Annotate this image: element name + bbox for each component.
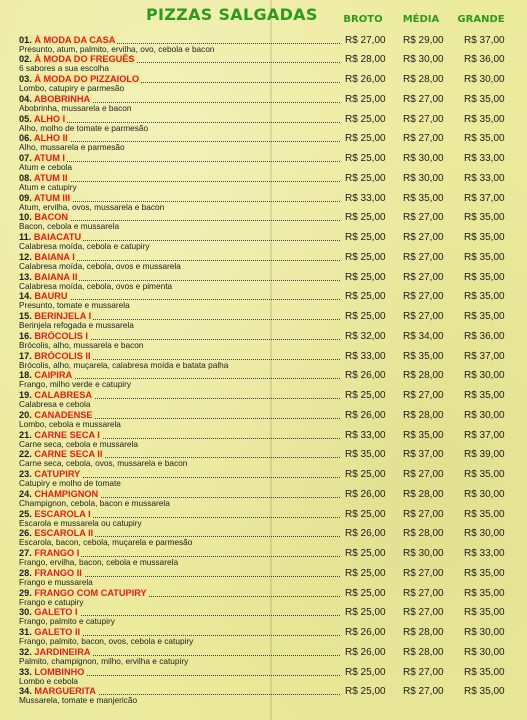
item-name: BRÓCOLIS I <box>34 330 88 341</box>
price-broto: R$ 33,00 <box>345 429 386 441</box>
menu-item <box>0 370 527 390</box>
item-number: 18. <box>19 370 32 381</box>
item-description: Brócolis, alho, mussarela e bacon <box>19 340 144 350</box>
pizza-menu-list <box>0 35 527 707</box>
menu-item <box>0 331 527 351</box>
price-grande: R$ 35,00 <box>464 607 505 619</box>
menu-item <box>0 35 527 55</box>
item-title <box>19 568 84 578</box>
item-description: Calabresa moída, cebola, ovos e mussarela <box>19 261 181 271</box>
price-media: R$ 35,00 <box>403 429 444 441</box>
price-media: R$ 27,00 <box>403 212 444 224</box>
item-title <box>19 370 74 380</box>
price-broto: R$ 33,00 <box>345 192 386 204</box>
price-grande: R$ 33,00 <box>464 548 505 559</box>
menu-item <box>0 311 527 331</box>
item-name: BAIANA I <box>34 251 75 262</box>
price-broto: R$ 32,00 <box>345 330 386 342</box>
item-number: 24. <box>19 488 32 499</box>
item-description: Atum, ervilha, ovos, mussarela e bacon <box>19 202 165 212</box>
item-number: 16. <box>19 330 32 341</box>
menu-item <box>0 193 527 213</box>
price-broto: R$ 25,00 <box>345 390 386 401</box>
price-grande: R$ 35,00 <box>464 212 505 224</box>
price-media: R$ 30,00 <box>403 548 444 559</box>
item-description: Atum e cebola <box>19 163 73 172</box>
item-number: 31. <box>19 627 32 637</box>
item-number: 11. <box>19 232 32 242</box>
price-media: R$ 28,00 <box>403 488 444 500</box>
item-title <box>19 449 104 459</box>
item-title <box>19 489 100 499</box>
item-number: 09. <box>19 192 32 203</box>
price-media: R$ 30,00 <box>403 54 444 66</box>
price-grande: R$ 30,00 <box>464 370 505 382</box>
item-description: Carne seca, cebola, ovos, mussarela e bacon <box>19 459 188 469</box>
item-description: Frango, ervilha, bacon, cebola e mussarela <box>19 558 179 567</box>
menu-item <box>0 133 527 153</box>
item-description: Frango, milho verde e catupiry <box>19 380 132 390</box>
price-grande: R$ 33,00 <box>464 172 505 184</box>
item-name: BAIANA II <box>34 271 78 282</box>
item-title <box>19 588 149 598</box>
price-media: R$ 28,00 <box>403 74 444 85</box>
item-title <box>19 410 95 420</box>
item-title <box>19 627 82 637</box>
item-name: CALABRESA <box>34 390 93 400</box>
item-title <box>19 430 102 440</box>
item-title <box>19 35 117 45</box>
item-name: ATUM III <box>34 192 71 203</box>
item-number: 04. <box>19 93 32 104</box>
item-title <box>19 548 81 558</box>
price-broto: R$ 25,00 <box>345 587 386 599</box>
price-media: R$ 27,00 <box>403 133 444 145</box>
item-description: Abobrinha, mussarela e bacon <box>19 103 132 113</box>
price-broto: R$ 25,00 <box>345 291 386 303</box>
item-number: 32. <box>19 646 32 657</box>
item-number: 17. <box>19 350 32 361</box>
item-name: GALETO I <box>34 607 78 618</box>
price-grande: R$ 30,00 <box>464 646 505 658</box>
price-media: R$ 27,00 <box>403 311 444 322</box>
item-description: Calabresa moída, cebola e catupiry <box>19 242 150 251</box>
item-name: ATUM II <box>34 172 68 183</box>
item-name: ALHO II <box>34 133 68 144</box>
column-header-grande: GRANDE <box>457 14 505 25</box>
item-description: Frango e catupiry <box>19 597 84 607</box>
item-name: BAURU <box>34 291 68 302</box>
item-title <box>19 528 95 538</box>
item-number: 20. <box>19 409 32 420</box>
menu-item <box>0 528 527 548</box>
item-description: Carne seca, cebola e mussarela <box>19 439 138 449</box>
leader-dots <box>19 161 340 162</box>
item-name: FRANGO II <box>34 567 82 578</box>
item-name: BERINJELA I <box>34 311 92 321</box>
item-name: CATUPIRY <box>34 469 81 479</box>
price-media: R$ 27,00 <box>403 390 444 401</box>
menu-item <box>0 351 527 371</box>
item-description: Lombo, catupiry e parmesão <box>19 84 125 93</box>
menu-item <box>0 627 527 647</box>
menu-item <box>0 686 527 706</box>
price-broto: R$ 25,00 <box>345 232 386 243</box>
item-title <box>19 232 83 242</box>
item-name: À MODA DO PIZZAIOLO <box>34 74 140 84</box>
item-description: Escarola, bacon, cebola, muçarela e parmesão <box>19 538 193 548</box>
price-grande: R$ 35,00 <box>464 508 505 520</box>
price-grande: R$ 35,00 <box>464 93 505 105</box>
item-description: Escarola e mussarela ou catupiry <box>19 518 142 528</box>
price-broto: R$ 25,00 <box>345 548 386 559</box>
menu-item <box>0 173 527 193</box>
item-number: 13. <box>19 271 32 282</box>
item-name: MARGUERITA <box>34 686 96 697</box>
price-broto: R$ 26,00 <box>345 409 386 421</box>
price-grande: R$ 35,00 <box>464 469 505 480</box>
item-title <box>19 193 72 203</box>
price-broto: R$ 25,00 <box>345 567 386 579</box>
item-description: Calabresa moída, cebola, ovos e pimenta <box>19 281 173 291</box>
price-broto: R$ 25,00 <box>345 666 386 678</box>
item-name: ALHO I <box>34 113 66 124</box>
item-description: Calabresa e cebola <box>19 400 91 409</box>
menu-item <box>0 114 527 134</box>
item-name: CARNE SECA I <box>34 429 100 440</box>
price-media: R$ 27,00 <box>403 232 444 243</box>
menu-item <box>0 667 527 687</box>
item-number: 27. <box>19 548 32 558</box>
item-description: Lombo e cebola <box>19 676 79 686</box>
item-number: 22. <box>19 449 32 460</box>
price-broto: R$ 25,00 <box>345 212 386 224</box>
price-grande: R$ 35,00 <box>464 232 505 243</box>
price-grande: R$ 37,00 <box>464 192 505 204</box>
item-title <box>19 331 90 341</box>
item-name: ATUM I <box>34 153 65 163</box>
item-number: 26. <box>19 528 32 539</box>
item-number: 29. <box>19 587 32 598</box>
item-description: 6 sabores a sua escolha <box>19 64 109 74</box>
item-name: ESCAROLA II <box>34 528 94 539</box>
price-grande: R$ 35,00 <box>464 271 505 283</box>
item-name: JARDINEIRA <box>34 646 91 657</box>
price-broto: R$ 25,00 <box>345 469 386 480</box>
item-description: Brócolis, alho, muçarela, calabresa moída e batata palha <box>19 360 229 370</box>
item-description: Alho, mussarela e parmesão <box>19 143 125 153</box>
item-name: ESCAROLA I <box>34 508 91 519</box>
price-broto: R$ 25,00 <box>345 153 386 164</box>
item-title <box>19 173 70 183</box>
item-name: À MODA DO FREGUÊS <box>34 54 135 65</box>
price-broto: R$ 25,00 <box>345 113 386 125</box>
price-broto: R$ 26,00 <box>345 370 386 382</box>
menu-item <box>0 568 527 588</box>
price-media: R$ 27,00 <box>403 251 444 263</box>
item-description: Bacon, cebola e mussarela <box>19 222 120 232</box>
price-media: R$ 28,00 <box>403 528 444 540</box>
price-media: R$ 27,00 <box>403 686 444 698</box>
price-media: R$ 27,00 <box>403 291 444 303</box>
menu-item <box>0 272 527 292</box>
price-broto: R$ 26,00 <box>345 528 386 540</box>
price-broto: R$ 33,00 <box>345 350 386 362</box>
price-broto: R$ 25,00 <box>345 686 386 698</box>
item-description: Lombo, cebola e mussarela <box>19 419 121 429</box>
item-name: CANADENSE <box>34 409 93 420</box>
menu-item <box>0 390 527 410</box>
item-title <box>19 647 93 657</box>
item-title <box>19 686 98 696</box>
item-number: 03. <box>19 74 32 84</box>
price-broto: R$ 25,00 <box>345 311 386 322</box>
column-header-broto: BROTO <box>343 14 383 25</box>
price-media: R$ 27,00 <box>403 93 444 105</box>
price-grande: R$ 35,00 <box>464 113 505 125</box>
item-title <box>19 74 141 84</box>
price-broto: R$ 26,00 <box>345 627 386 638</box>
item-number: 08. <box>19 172 32 183</box>
item-description: Frango, palmito e catupiry <box>19 617 115 627</box>
menu-item <box>0 232 527 252</box>
item-number: 14. <box>19 291 32 302</box>
price-media: R$ 37,00 <box>403 449 444 461</box>
price-grande: R$ 35,00 <box>464 311 505 322</box>
menu-item <box>0 449 527 469</box>
item-name: BACON <box>34 212 69 223</box>
price-broto: R$ 26,00 <box>345 488 386 500</box>
item-description: Frango, palmito, bacon, ovos, cebola e catupiry <box>19 637 194 646</box>
price-broto: R$ 27,00 <box>345 34 386 46</box>
item-number: 05. <box>19 113 32 124</box>
item-title <box>19 667 86 677</box>
item-title <box>19 153 67 163</box>
item-title <box>19 390 94 400</box>
price-media: R$ 27,00 <box>403 666 444 678</box>
price-grande: R$ 36,00 <box>464 54 505 66</box>
menu-item <box>0 54 527 74</box>
item-number: 34. <box>19 686 32 697</box>
item-name: FRANGO I <box>34 548 80 558</box>
price-media: R$ 30,00 <box>403 153 444 164</box>
price-media: R$ 28,00 <box>403 409 444 421</box>
menu-item <box>0 548 527 568</box>
price-media: R$ 28,00 <box>403 646 444 658</box>
item-description: Palmito, champignon, milho, ervilha e catupiry <box>19 656 189 666</box>
price-grande: R$ 37,00 <box>464 34 505 46</box>
item-title <box>19 272 79 282</box>
item-name: CARNE SECA II <box>34 449 103 460</box>
item-number: 06. <box>19 133 32 144</box>
menu-item <box>0 607 527 627</box>
price-grande: R$ 30,00 <box>464 488 505 500</box>
price-media: R$ 29,00 <box>403 34 444 46</box>
price-broto: R$ 28,00 <box>345 54 386 66</box>
item-number: 10. <box>19 212 32 223</box>
item-title <box>19 469 82 479</box>
item-name: BAIACATU <box>33 232 82 242</box>
price-grande: R$ 35,00 <box>464 686 505 698</box>
price-media: R$ 35,00 <box>403 350 444 362</box>
menu-item <box>0 469 527 489</box>
menu-item <box>0 252 527 272</box>
item-description: Catupiry e molho de tomate <box>19 479 121 488</box>
price-broto: R$ 25,00 <box>345 93 386 105</box>
price-grande: R$ 35,00 <box>464 291 505 303</box>
item-name: ABOBRINHA <box>34 93 91 104</box>
item-title <box>19 54 137 64</box>
price-grande: R$ 30,00 <box>464 627 505 638</box>
price-media: R$ 28,00 <box>403 370 444 382</box>
item-number: 25. <box>19 508 32 519</box>
price-grande: R$ 39,00 <box>464 449 505 461</box>
price-grande: R$ 35,00 <box>464 251 505 263</box>
item-description: Presunto, atum, palmito, ervilha, ovo, cebola e bacon <box>19 44 215 54</box>
price-grande: R$ 37,00 <box>464 429 505 441</box>
price-media: R$ 34,00 <box>403 330 444 342</box>
item-number: 21. <box>19 429 32 440</box>
price-broto: R$ 25,00 <box>345 607 386 619</box>
column-header-media: MÉDIA <box>402 14 440 25</box>
item-description: Alho, molho de tomate e parmesão <box>19 123 149 133</box>
price-media: R$ 35,00 <box>403 192 444 204</box>
price-grande: R$ 35,00 <box>464 390 505 401</box>
price-grande: R$ 36,00 <box>464 330 505 342</box>
price-media: R$ 27,00 <box>403 508 444 520</box>
price-media: R$ 30,00 <box>403 172 444 184</box>
price-grande: R$ 30,00 <box>464 409 505 421</box>
price-grande: R$ 35,00 <box>464 666 505 678</box>
item-title <box>19 311 93 321</box>
price-media: R$ 27,00 <box>403 607 444 619</box>
item-description: Atum e catupiry <box>19 182 77 192</box>
menu-item <box>0 74 527 94</box>
menu-item <box>0 588 527 608</box>
menu-item <box>0 509 527 529</box>
item-number: 01. <box>19 34 32 45</box>
item-name: BRÓCOLIS II <box>34 350 91 361</box>
item-number: 28. <box>19 567 32 578</box>
price-grande: R$ 33,00 <box>464 153 505 164</box>
price-media: R$ 27,00 <box>403 271 444 283</box>
item-name: CAIPIRA <box>34 370 73 381</box>
menu-item <box>0 647 527 667</box>
item-title <box>19 351 93 361</box>
item-title <box>19 114 67 124</box>
price-grande: R$ 37,00 <box>464 350 505 362</box>
item-description: Champignon, cebola, bacon e mussarela <box>19 498 170 508</box>
item-name: CHAMPIGNON <box>34 488 99 499</box>
leader-dots <box>19 122 340 123</box>
item-title <box>19 291 70 301</box>
item-title <box>19 94 92 104</box>
item-title <box>19 133 70 143</box>
item-title <box>19 509 93 519</box>
item-title <box>19 252 77 262</box>
item-number: 15. <box>19 311 32 321</box>
item-number: 33. <box>19 666 32 677</box>
item-number: 12. <box>19 251 32 262</box>
item-number: 02. <box>19 54 32 65</box>
price-broto: R$ 25,00 <box>345 133 386 145</box>
price-media: R$ 27,00 <box>403 567 444 579</box>
menu-item <box>0 94 527 114</box>
item-description: Mussarela, tomate e manjericão <box>19 696 138 706</box>
price-grande: R$ 30,00 <box>464 528 505 540</box>
price-grande: R$ 35,00 <box>464 587 505 599</box>
item-title <box>19 212 70 222</box>
menu-item <box>0 410 527 430</box>
menu-item <box>0 489 527 509</box>
menu-item <box>0 430 527 450</box>
item-name: FRANGO COM CATUPIRY <box>34 587 147 598</box>
price-broto: R$ 25,00 <box>345 271 386 283</box>
price-grande: R$ 30,00 <box>464 74 505 85</box>
item-description: Berinjela refogada e mussarela <box>19 321 134 330</box>
price-media: R$ 27,00 <box>403 113 444 125</box>
price-media: R$ 27,00 <box>403 469 444 480</box>
price-media: R$ 27,00 <box>403 587 444 599</box>
item-title <box>19 607 80 617</box>
item-description: Frango e mussarela <box>19 577 93 587</box>
menu-item <box>0 153 527 173</box>
item-number: 19. <box>19 390 32 400</box>
price-grande: R$ 35,00 <box>464 133 505 145</box>
menu-item <box>0 291 527 311</box>
price-media: R$ 28,00 <box>403 627 444 638</box>
price-broto: R$ 35,00 <box>345 449 386 461</box>
menu-item <box>0 212 527 232</box>
item-name: LOMBINHO <box>34 666 85 677</box>
price-broto: R$ 25,00 <box>345 172 386 184</box>
price-broto: R$ 25,00 <box>345 508 386 520</box>
item-description: Presunto, tomate e mussarela <box>19 301 130 311</box>
item-number: 23. <box>19 469 32 479</box>
item-number: 07. <box>19 153 32 163</box>
price-grande: R$ 35,00 <box>464 567 505 579</box>
price-broto: R$ 25,00 <box>345 251 386 263</box>
price-broto: R$ 26,00 <box>345 74 386 85</box>
page-title: PIZZAS SALGADAS <box>146 5 318 24</box>
item-name: À MODA DA CASA <box>34 34 116 45</box>
item-name: GALETO II <box>34 627 81 637</box>
price-broto: R$ 26,00 <box>345 646 386 658</box>
item-number: 30. <box>19 607 32 618</box>
